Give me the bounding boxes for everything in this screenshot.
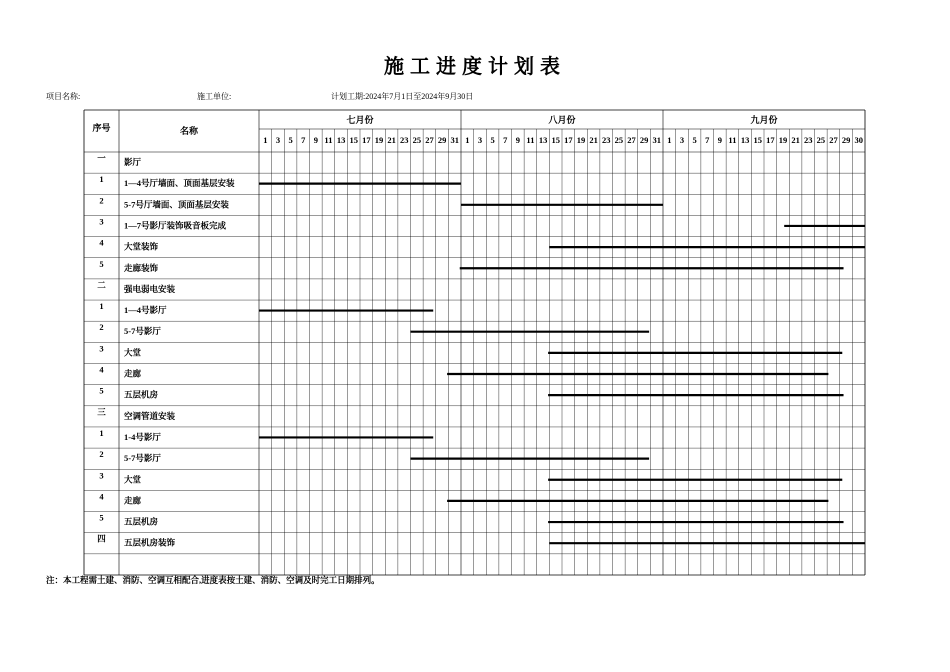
day-label: 5 bbox=[288, 135, 293, 145]
row-name: 五层机房 bbox=[124, 516, 159, 527]
day-label: 25 bbox=[412, 135, 422, 145]
day-label: 19 bbox=[576, 135, 586, 145]
day-label: 15 bbox=[551, 135, 560, 145]
day-label: 19 bbox=[374, 135, 384, 145]
day-label: 9 bbox=[515, 135, 520, 145]
row-seq: 二 bbox=[97, 279, 106, 290]
day-label: 15 bbox=[753, 135, 762, 145]
day-label: 5 bbox=[692, 135, 697, 145]
row-seq: 5 bbox=[99, 385, 104, 396]
day-label: 7 bbox=[301, 135, 306, 145]
row-seq: 4 bbox=[99, 491, 104, 502]
row-name: 空调管道安装 bbox=[124, 410, 176, 421]
footnote: 注：本工程需土建、消防、空调互相配合,进度表按土建、消防、空调及时完工日期排列。 bbox=[46, 575, 380, 585]
month-label: 七月份 bbox=[346, 115, 374, 125]
day-label: 1 bbox=[263, 135, 268, 145]
day-label: 17 bbox=[766, 135, 775, 145]
row-name: 走廊 bbox=[124, 495, 142, 506]
day-label: 23 bbox=[399, 135, 409, 145]
day-label: 7 bbox=[503, 135, 508, 145]
day-label: 30 bbox=[854, 135, 863, 145]
day-label: 3 bbox=[477, 135, 483, 145]
row-name: 1—4号厅墙面、顶面基层安装 bbox=[124, 178, 235, 189]
row-seq: 3 bbox=[99, 470, 104, 481]
row-name: 强电弱电安装 bbox=[124, 283, 176, 294]
day-label: 25 bbox=[816, 135, 826, 145]
header-seq: 序号 bbox=[92, 123, 111, 133]
row-name: 1-4号影厅 bbox=[124, 431, 161, 442]
day-label: 7 bbox=[705, 135, 710, 145]
day-label: 15 bbox=[349, 135, 358, 145]
day-label: 11 bbox=[728, 135, 737, 145]
row-name: 走廊装饰 bbox=[124, 262, 159, 273]
row-name: 走廊 bbox=[124, 368, 142, 379]
row-seq: 5 bbox=[99, 512, 104, 523]
row-seq: 一 bbox=[97, 153, 106, 163]
row-name: 5-7号影厅 bbox=[124, 326, 161, 337]
month-label: 八月份 bbox=[548, 115, 576, 125]
construction-unit-label: 施工单位: bbox=[197, 92, 232, 101]
day-label: 29 bbox=[639, 135, 649, 145]
row-seq: 三 bbox=[97, 406, 106, 417]
day-label: 29 bbox=[841, 135, 851, 145]
row-name: 大堂 bbox=[124, 474, 142, 485]
row-seq: 4 bbox=[99, 364, 104, 375]
day-label: 3 bbox=[275, 135, 281, 145]
project-name-label: 项目名称: bbox=[46, 92, 81, 101]
row-name: 1—4号影厅 bbox=[124, 305, 167, 316]
day-label: 1 bbox=[465, 135, 470, 145]
day-label: 13 bbox=[538, 135, 548, 145]
day-label: 21 bbox=[589, 135, 598, 145]
day-label: 19 bbox=[778, 135, 788, 145]
row-seq: 1 bbox=[99, 427, 104, 438]
row-seq: 3 bbox=[99, 216, 104, 227]
row-seq: 5 bbox=[99, 258, 104, 269]
day-label: 11 bbox=[324, 135, 333, 145]
header-name: 名称 bbox=[179, 126, 199, 136]
day-label: 13 bbox=[336, 135, 346, 145]
day-label: 21 bbox=[791, 135, 800, 145]
row-name: 五层机房 bbox=[124, 389, 159, 400]
row-name: 5-7号影厅 bbox=[124, 453, 161, 464]
day-label: 27 bbox=[425, 135, 434, 145]
day-label: 21 bbox=[387, 135, 396, 145]
row-seq: 3 bbox=[99, 343, 104, 354]
row-seq: 2 bbox=[99, 322, 104, 333]
page-title: 施工进度计划表 bbox=[384, 56, 566, 78]
day-label: 1 bbox=[667, 135, 672, 145]
row-name: 1—7号影厅装饰吸音板完成 bbox=[124, 220, 227, 231]
day-label: 27 bbox=[627, 135, 636, 145]
day-label: 5 bbox=[490, 135, 495, 145]
row-name: 5-7号厅墙面、顶面基层安装 bbox=[124, 199, 229, 210]
day-label: 31 bbox=[450, 135, 459, 145]
day-label: 29 bbox=[437, 135, 447, 145]
day-label: 11 bbox=[526, 135, 535, 145]
row-seq: 1 bbox=[99, 174, 104, 185]
day-label: 23 bbox=[803, 135, 813, 145]
row-seq: 2 bbox=[99, 195, 104, 206]
row-seq: 4 bbox=[99, 237, 104, 248]
day-label: 25 bbox=[614, 135, 624, 145]
day-label: 9 bbox=[313, 135, 318, 145]
row-name: 大堂 bbox=[124, 347, 142, 358]
row-name: 五层机房装饰 bbox=[124, 537, 176, 548]
day-label: 9 bbox=[717, 135, 722, 145]
planned-period: 计划工期:2024年7月1日至2024年9月30日 bbox=[331, 92, 474, 101]
row-seq: 四 bbox=[97, 533, 106, 544]
day-label: 31 bbox=[652, 135, 661, 145]
row-seq: 1 bbox=[99, 301, 104, 312]
day-label: 3 bbox=[679, 135, 685, 145]
row-name: 大堂装饰 bbox=[124, 241, 159, 252]
day-label: 17 bbox=[362, 135, 371, 145]
day-label: 27 bbox=[829, 135, 838, 145]
day-label: 17 bbox=[564, 135, 573, 145]
day-label: 23 bbox=[601, 135, 611, 145]
day-label: 13 bbox=[740, 135, 750, 145]
month-label: 九月份 bbox=[750, 115, 778, 125]
row-name: 影厅 bbox=[124, 157, 142, 167]
row-seq: 2 bbox=[99, 449, 104, 460]
